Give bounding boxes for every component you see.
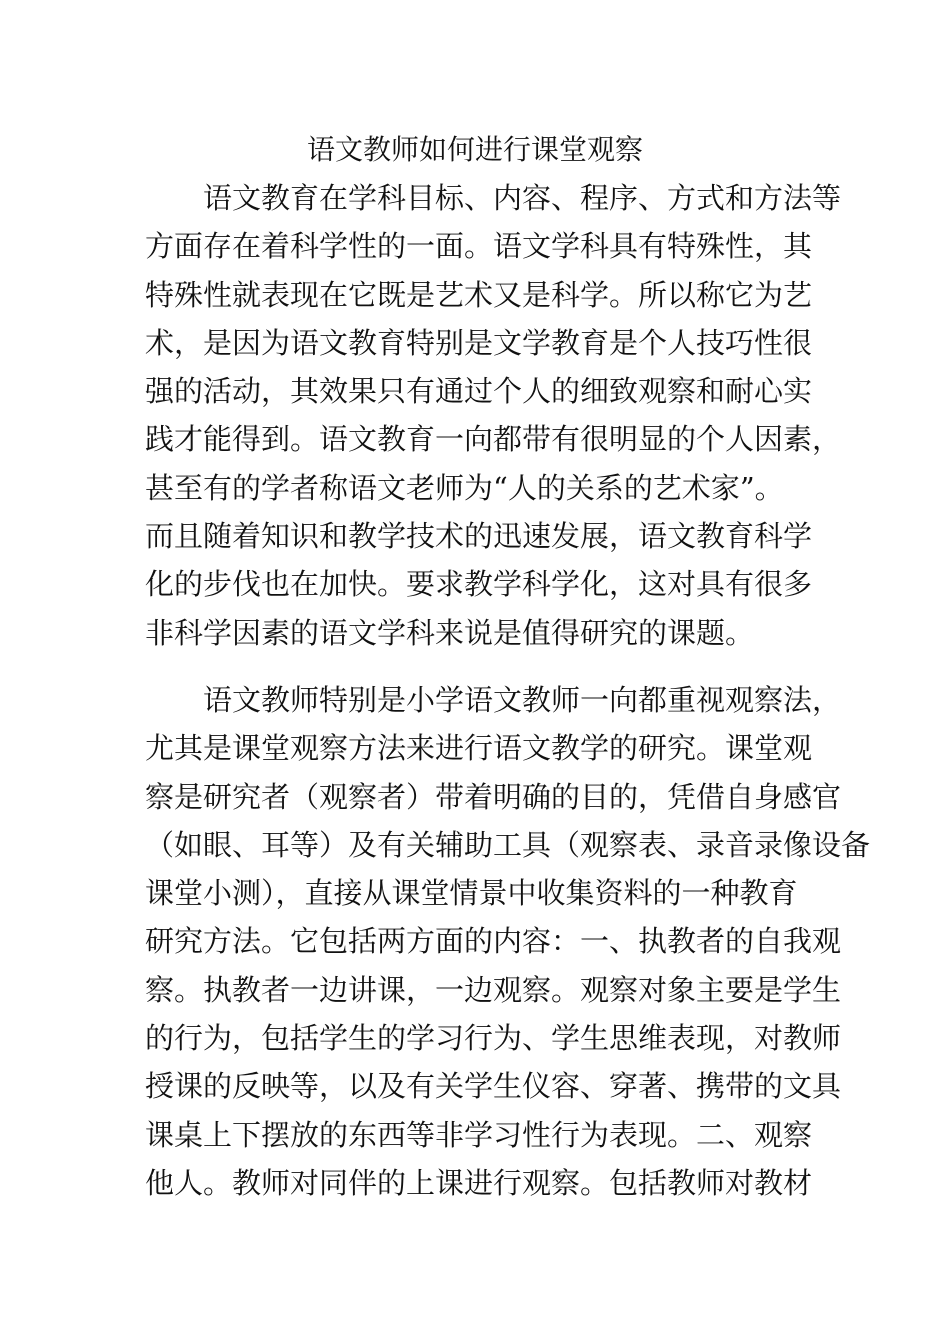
paragraph-line: 研究方法。它包括两方面的内容：一、执教者的自我观 xyxy=(145,924,842,959)
paragraph-line: 授课的反映等，以及有关学生仪容、穿著、携带的文具 xyxy=(145,1069,842,1104)
paragraph-line: 而且随着知识和教学技术的迅速发展，语文教育科学 xyxy=(145,519,813,554)
paragraph-line: 尤其是课堂观察方法来进行语文教学的研究。课堂观 xyxy=(145,731,813,766)
paragraph-line: 方面存在着科学性的一面。语文学科具有特殊性，其 xyxy=(145,229,813,264)
paragraph-line: （如眼、耳等）及有关辅助工具（观察表、录音录像设备 xyxy=(145,827,871,862)
paragraph-line: 非科学因素的语文学科来说是值得研究的课题。 xyxy=(145,615,755,650)
paragraph-line: 课桌上下摆放的东西等非学习性行为表现。二、观察 xyxy=(145,1117,813,1152)
paragraph-line: 察是研究者（观察者）带着明确的目的，凭借自身感官 xyxy=(145,779,842,814)
paragraph-line: 语文教师特别是小学语文教师一向都重视观察法， xyxy=(203,683,842,717)
paragraph-2 xyxy=(145,676,871,1207)
paragraph-line: 甚至有的学者称语文老师为“人的关系的艺术家”。 xyxy=(145,470,784,505)
paragraph-line: 察。执教者一边讲课，一边观察。观察对象主要是学生 xyxy=(145,972,842,1007)
paragraph-line: 的行为，包括学生的学习行为、学生思维表现，对教师 xyxy=(145,1021,842,1056)
paragraph-line: 课堂小测），直接从课堂情景中收集资料的一种教育 xyxy=(145,876,798,911)
paragraph-line: 化的步伐也在加快。要求教学科学化，这对具有很多 xyxy=(145,567,813,602)
document-title: 语文教师如何进行课堂观察 xyxy=(306,133,643,166)
paragraph-line: 特殊性就表现在它既是艺术又是科学。所以称它为艺 xyxy=(145,277,813,312)
paragraph-line: 语文教育在学科目标、内容、程序、方式和方法等 xyxy=(203,181,842,215)
paragraph-line: 践才能得到。语文教育一向都带有很明显的个人因素， xyxy=(145,422,842,457)
paragraph-1 xyxy=(145,174,842,657)
paragraph-line: 强的活动，其效果只有通过个人的细致观察和耐心实 xyxy=(145,374,813,409)
paragraph-line: 术，是因为语文教育特别是文学教育是个人技巧性很 xyxy=(145,325,813,360)
paragraph-line: 他人。教师对同伴的上课进行观察。包括教师对教材 xyxy=(145,1165,813,1200)
